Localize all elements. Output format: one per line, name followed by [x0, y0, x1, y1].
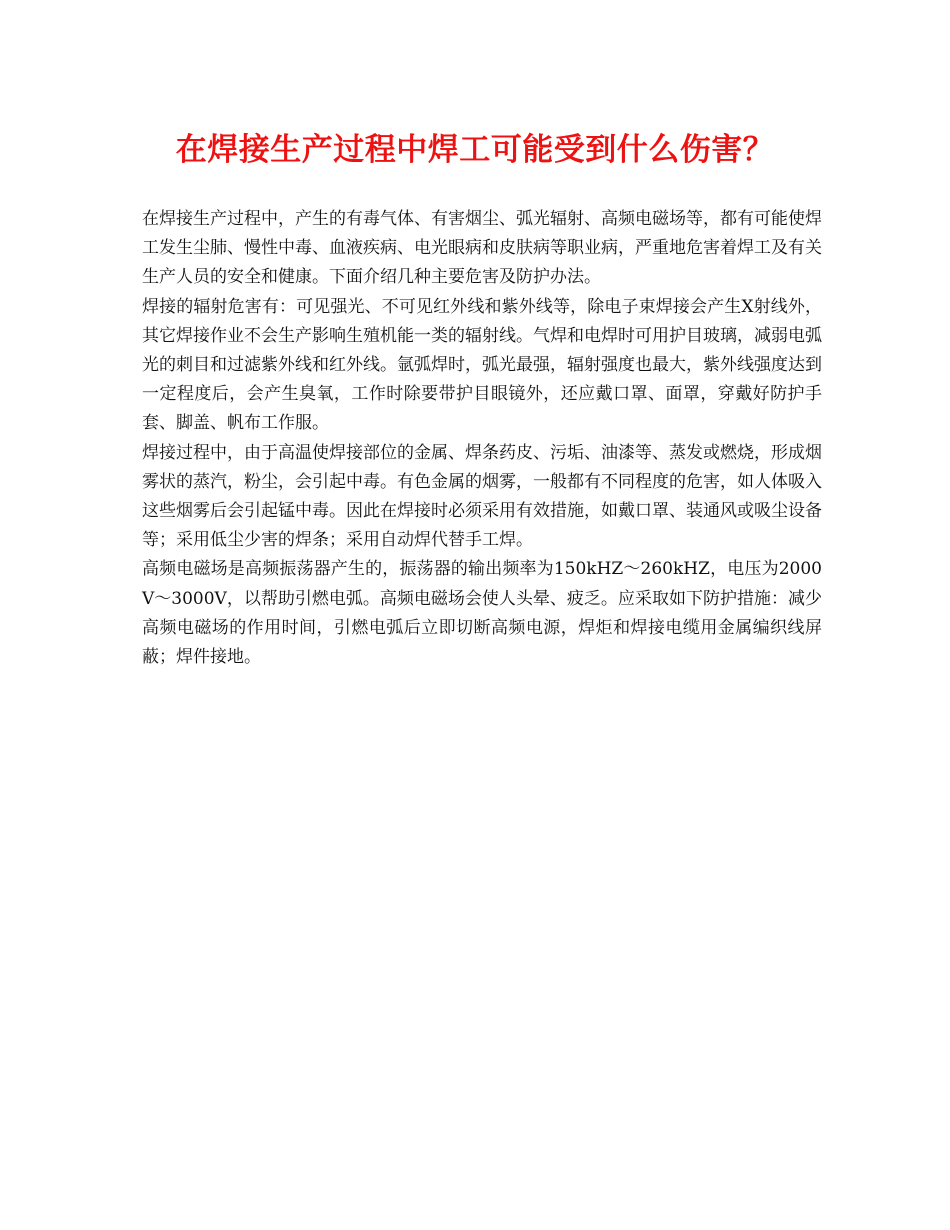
paragraph-intro: 在焊接生产过程中，产生的有毒气体、有害烟尘、弧光辐射、高频电磁场等，都有可能使焊工发生尘肺、慢性中毒、血液疾病、电光眼病和皮肤病等职业病，严重地危害着焊工及有关生产人员的安全和健康。下面介绍几种主要危害及防护办法。 — [142, 209, 822, 288]
paragraph-electromagnetic: 高频电磁场是高频振荡器产生的，振荡器的输出频率为150kHZ～260kHZ，电压为2000V～3000V，以帮助引燃电弧。高频电磁场会使人头晕、疲乏。应采取如下防护措施：减少高频电磁场的作用时间，引燃电弧后立即切断高频电源，焊炬和焊接电缆用金属编织线屏蔽；焊件接地。 — [142, 559, 822, 668]
document-title: 在焊接生产过程中焊工可能受到什么伤害？ — [175, 132, 775, 168]
document-body — [142, 205, 822, 672]
paragraph-radiation: 焊接的辐射危害有：可见强光、不可见红外线和紫外线等，除电子束焊接会产生X射线外，其它焊接作业不会生产影响生殖机能一类的辐射线。气焊和电焊时可用护目玻璃，减弱电弧光的刺目和过滤紫外线和红外线。氩弧焊时，弧光最强，辐射强度也最大，紫外线强度达到一定程度后，会产生臭氧，工作时除要带护目眼镜外，还应戴口罩、面罩，穿戴好防护手套、脚盖、帆布工作服。 — [142, 296, 822, 434]
paragraph-fumes: 焊接过程中，由于高温使焊接部位的金属、焊条药皮、污垢、油漆等、蒸发或燃烧，形成烟雾状的蒸汽，粉尘，会引起中毒。有色金属的烟雾，一般都有不同程度的危害，如人体吸入这些烟雾后会引起锰中毒。因此在焊接时必须采用有效措施，如戴口罩、装通风或吸尘设备等；采用低尘少害的焊条；采用自动焊代替手工焊。 — [142, 442, 822, 551]
